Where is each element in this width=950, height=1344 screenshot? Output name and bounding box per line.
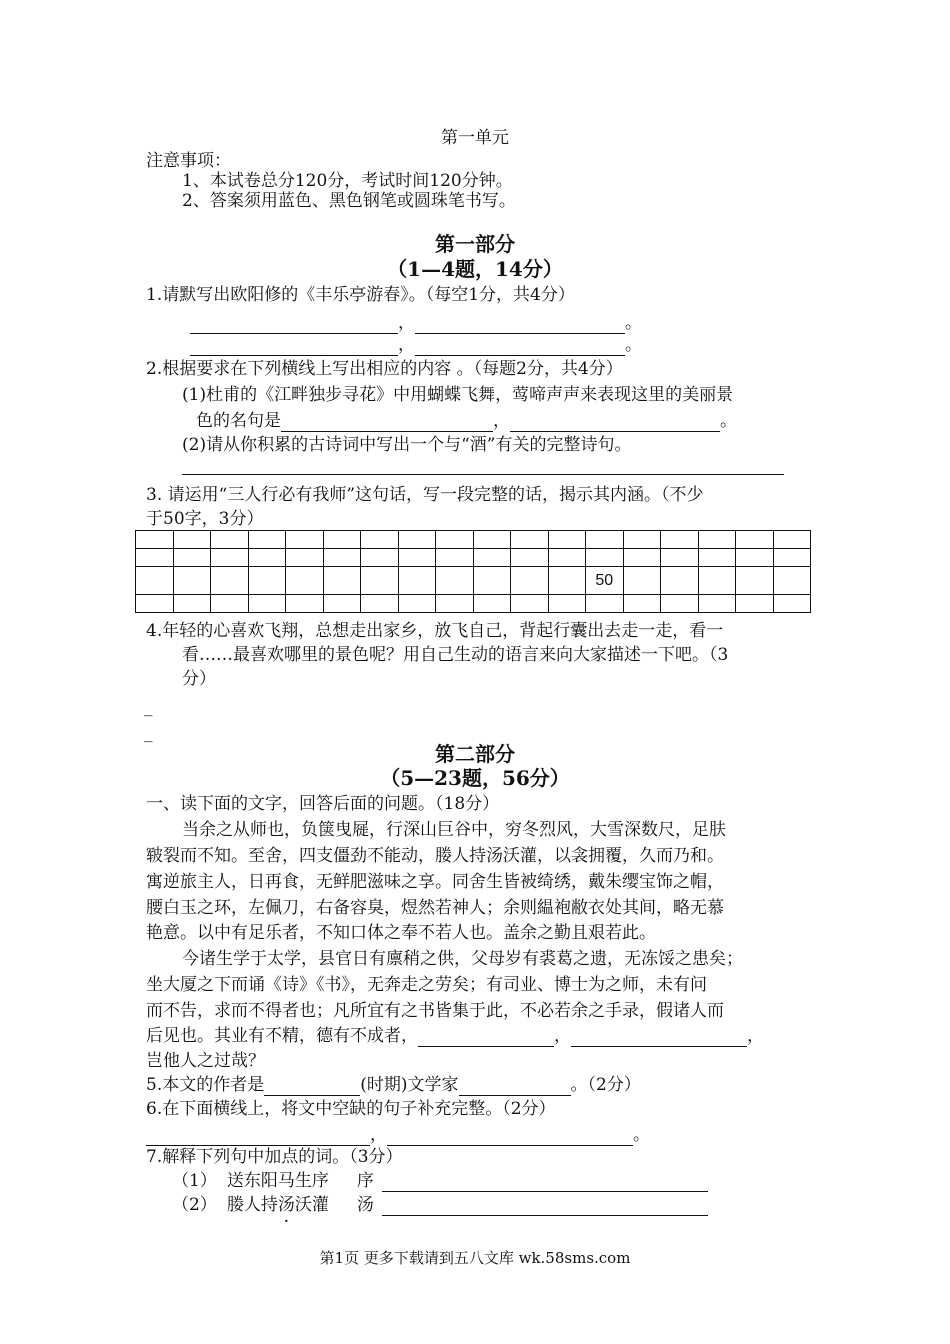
period: 。 (633, 1125, 650, 1145)
q7-1-dotted-char: 序 (311, 1171, 329, 1191)
q4-answer-dash-2[interactable]: _ (144, 723, 153, 743)
part1-range: （1—4题，14分） (387, 257, 563, 281)
comma: ， (554, 1026, 571, 1046)
q7-2-text-a: 媵人持 (226, 1195, 278, 1215)
comma: ， (398, 313, 415, 333)
passage-p1-line-1: 当余之从师也，负箧曳屣，行深山巨谷中，穷冬烈风，大雪深数尺，足肤 (182, 820, 726, 840)
q7-1-text: 送东阳马生 (226, 1171, 312, 1191)
unit-title: 第一单元 (441, 128, 509, 148)
q6-blank-1[interactable] (146, 1127, 370, 1146)
q2-blank-2[interactable] (510, 413, 720, 432)
passage-p1-line-2: 皲裂而不知。至舍，四支僵劲不能动，媵人持汤沃灌，以衾拥覆，久而乃和。 (146, 846, 724, 866)
comma: ， (370, 1125, 387, 1145)
q5-blank-2[interactable] (459, 1077, 571, 1096)
part1-title: 第一部分 (435, 232, 515, 256)
part2-range: （5—23题，56分） (380, 766, 570, 790)
q1-answer-row-2 (190, 334, 642, 356)
passage-blank-1[interactable] (418, 1028, 554, 1047)
q7-2-blank[interactable] (382, 1197, 708, 1216)
q1-blank-2[interactable] (415, 315, 625, 334)
question-3-line-1: 3. 请运用“三人行必有我师”这句话，写一段完整的话，揭示其内涵。（不少 (146, 485, 704, 505)
passage-p2-line-4 (146, 1025, 764, 1047)
prefix: 后见也。其业有不精，德有不成者， (146, 1026, 418, 1046)
question-5 (146, 1074, 641, 1096)
question-4-line-3: 分） (182, 669, 216, 689)
q4-answer-dash-1[interactable]: _ (144, 697, 153, 717)
question-1: 1.请默写出欧阳修的《丰乐亭游春》。（每空1分，共4分） (146, 285, 575, 305)
grid-marker-50: 50 (586, 567, 624, 595)
q2-2-answer-line[interactable] (182, 474, 784, 475)
q1-blank-1[interactable] (190, 315, 398, 334)
passage-p1-line-3: 寓逆旅主人，日再食，无鲜肥滋味之享。同舍生皆被绮绣，戴朱缨宝饰之帽， (146, 872, 724, 892)
comma: ， (747, 1026, 764, 1046)
passage-p1-line-5: 艳意。以中有足乐者，不知口体之奉不若人也。盖余之勤且艰若此。 (146, 923, 656, 943)
q6-answer-row (146, 1124, 650, 1146)
comma: ， (398, 335, 415, 355)
question-2-1-line-2 (196, 410, 737, 432)
q7-1-word: 序 (356, 1171, 374, 1191)
comma: ， (493, 411, 510, 431)
q7-2-word: 汤 (356, 1195, 374, 1215)
passage-p2-line-3: 而不告，求而不得者也；凡所宜有之书皆集于此，不必若余之手录，假诸人而 (146, 1001, 724, 1021)
writing-grid[interactable] (135, 530, 811, 613)
notice-item-1: 1、本试卷总分120分，考试时间120分钟。 (182, 171, 513, 191)
passage-p1-line-4: 腰白玉之环，左佩刀，右备容臭，煜然若神人；余则緼袍敝衣处其间，略无慕 (146, 898, 724, 918)
period: 。 (625, 313, 642, 333)
q5-blank-1[interactable] (264, 1077, 360, 1096)
q5-text-b: (时期)文学家 (360, 1075, 459, 1095)
question-3-line-2: 于50字，3分） (146, 509, 264, 529)
question-2: 2.根据要求在下列横线上写出相应的内容 。（每题2分，共4分） (146, 359, 623, 379)
q7-1-number: （1） (172, 1171, 217, 1191)
q1-blank-4[interactable] (415, 337, 625, 356)
q7-2-number: （2） (172, 1195, 217, 1215)
period: 。 (625, 335, 642, 355)
q7-2-dotted-char: 汤 (277, 1195, 295, 1215)
q7-item-1 (172, 1170, 708, 1192)
question-2-1-line-1: (1)杜甫的《江畔独步寻花》中用蝴蝶飞舞，莺啼声声来表现这里的美丽景 (182, 385, 734, 405)
q7-1-blank[interactable] (382, 1173, 708, 1192)
notice-title: 注意事项： (146, 151, 231, 171)
q1-blank-3[interactable] (190, 337, 398, 356)
question-4-line-2: 看……最喜欢哪里的景色呢？用自己生动的语言来向大家描述一下吧。（3 (182, 645, 729, 665)
q5-text-c: 。（2分） (570, 1075, 641, 1095)
page-footer: 第1页 更多下载请到五八文库 wk.58sms.com (319, 1249, 631, 1267)
period: 。 (720, 411, 737, 431)
q7-2-text-b: 沃灌 (294, 1195, 329, 1215)
part2-title: 第二部分 (435, 742, 515, 766)
question-6: 6.在下面横线上，将文中空缺的句子补充完整。（2分） (146, 1099, 556, 1119)
passage-blank-2[interactable] (571, 1028, 747, 1047)
prefix: 色的名句是 (196, 411, 281, 431)
q2-blank-1[interactable] (281, 413, 493, 432)
question-7: 7.解释下列句中加点的词。（3分） (146, 1147, 403, 1167)
section-1-heading: 一、读下面的文字，回答后面的问题。（18分） (146, 794, 500, 814)
q5-text-a: 5.本文的作者是 (146, 1075, 265, 1095)
notice-item-2: 2、答案须用蓝色、黑色钢笔或圆珠笔书写。 (182, 191, 516, 211)
q7-item-2 (172, 1194, 708, 1216)
q1-answer-row-1 (190, 312, 642, 334)
q6-blank-2[interactable] (387, 1127, 633, 1146)
question-2-2: (2)请从你积累的古诗词中写出一个与“酒”有关的完整诗句。 (182, 435, 632, 455)
passage-p2-line-2: 坐大厦之下而诵《诗》《书》，无奔走之劳矣；有司业、博士为之师，未有问 (146, 975, 707, 995)
passage-p2-line-1: 今诸生学于太学，县官日有廪稍之供，父母岁有裘葛之遗，无冻馁之患矣； (182, 949, 743, 969)
passage-p2-line-5: 岂他人之过哉？ (146, 1051, 265, 1071)
question-4-line-1: 4.年轻的心喜欢飞翔，总想走出家乡，放飞自己，背起行囊出去走一走，看一 (146, 621, 724, 641)
